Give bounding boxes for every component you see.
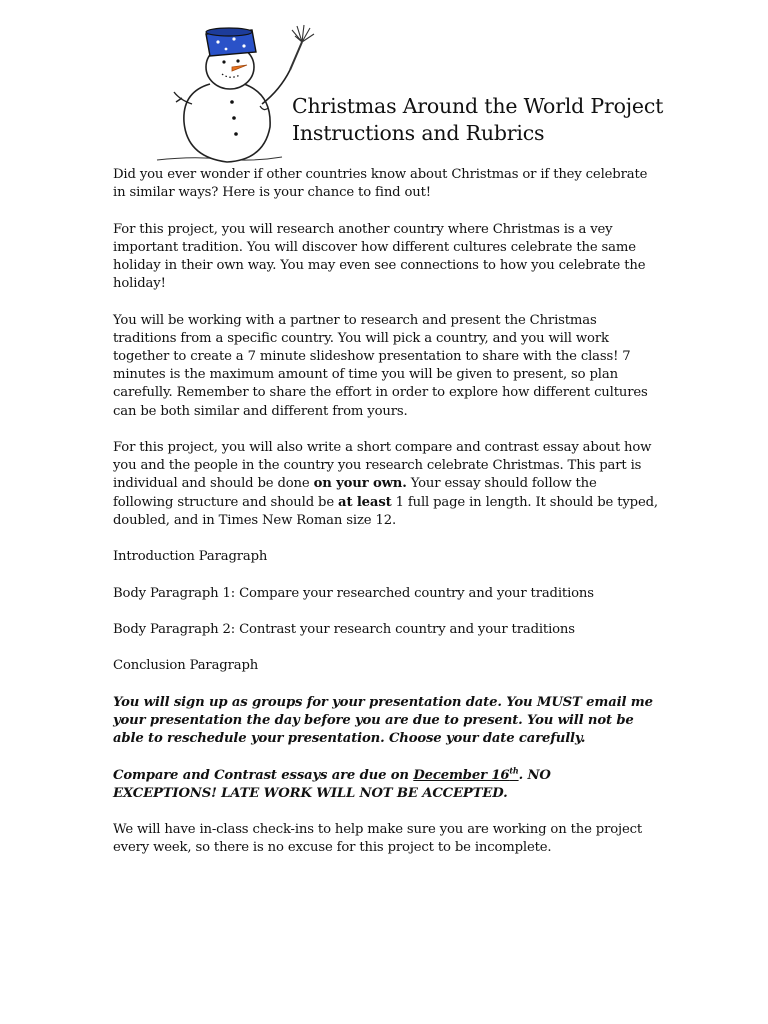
due-date-suffix: th — [509, 765, 519, 776]
research-paragraph: For this project, you will research another country where Christmas is a vey important tradition. You will discover how different cultures celebrate the same holiday in their own way. You may even see connections to how you celebrate the holiday! — [113, 221, 646, 292]
partner-paragraph: You will be working with a partner to research and present the Christmas traditions from a specific country. You will pick a country, and you will work together to create a 7 minute slideshow presentation to share with the class! 7 minutes is the maximum amount of time you will be given to present, so plan carefully. Remember to share the effort in order to explore how different cultures can be both similar and different from yours. — [113, 312, 648, 419]
checkins-paragraph: We will have in-class check-ins to help make sure you are working on the project every week, so there is no excuse for this project to be incomplete. — [113, 822, 643, 856]
essay-bold-at-least: at least — [338, 494, 392, 510]
intro-paragraph: Did you ever wonder if other countries know about Christmas or if they celebrate in similar ways? Here is your chance to find out! — [113, 167, 648, 201]
structure-item: Conclusion Paragraph — [113, 658, 259, 674]
due-suffix: . NO EXCEPTIONS! LATE WORK WILL NOT BE ACCEPTED. — [113, 767, 551, 801]
signup-notice: You will sign up as groups for your presentation date. You MUST email me your presentation the day before you are due to present. You will not be able to reschedule your presentation. Choose your date carefully. — [113, 694, 653, 747]
structure-item: Body Paragraph 1: Compare your researched country and your traditions — [113, 585, 594, 601]
due-notice — [113, 767, 658, 803]
document-title — [292, 93, 663, 147]
structure-item: Body Paragraph 2: Contrast your research country and your traditions — [113, 621, 575, 637]
due-date-text: December 16 — [413, 767, 510, 783]
essay-text-1: For this project, you will also write a short compare and contrast essay about how you and the people in the country you research celebrate Christmas. This part is individual and should be done — [113, 440, 652, 492]
title-line-1: Christmas Around the World Project — [292, 94, 664, 118]
title-line-2: Instructions and Rubrics — [292, 121, 545, 145]
essay-paragraph — [113, 439, 658, 530]
structure-item: Introduction Paragraph — [113, 549, 268, 565]
essay-text-2: Your essay should follow the following structure and should be — [113, 476, 597, 510]
due-prefix: Compare and Contrast essays are due on — [113, 767, 414, 783]
essay-text-3: 1 full page in length. It should be typed, doubled, and in Times New Roman size 12. — [113, 494, 658, 528]
essay-bold-own: on your own. — [313, 476, 407, 492]
due-date — [413, 765, 519, 783]
document-body — [113, 166, 658, 876]
